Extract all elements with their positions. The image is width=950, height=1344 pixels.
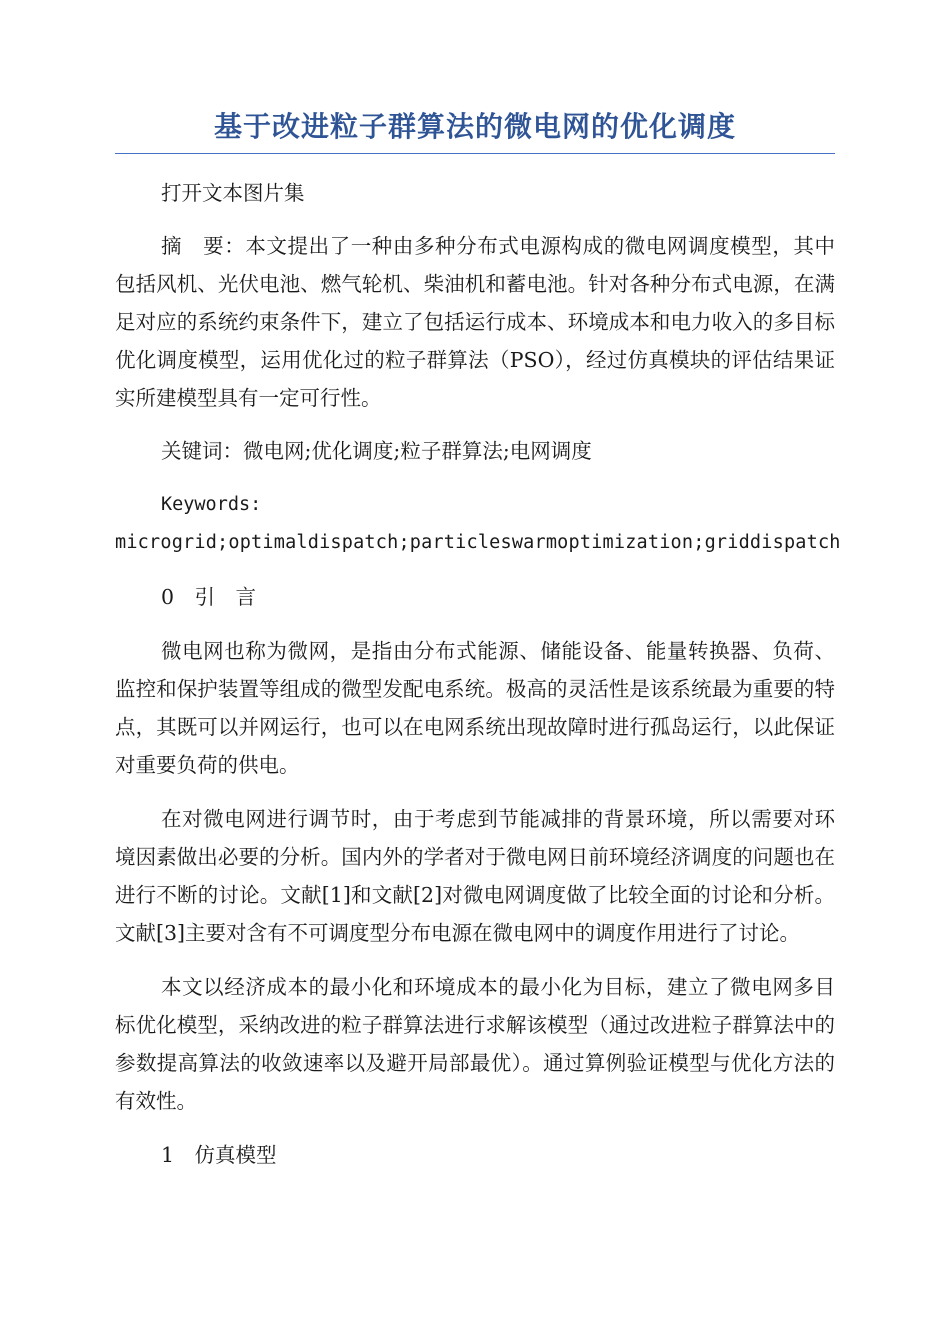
- open-image-set-link[interactable]: 打开文本图片集: [161, 181, 305, 205]
- document-page: [115, 105, 841, 1174]
- keywords-en-label: Keywords:: [161, 494, 262, 515]
- document-title: 基于改进粒子群算法的微电网的优化调度: [115, 105, 835, 154]
- keywords-cn: 关键词：微电网;优化调度;粒子群算法;电网调度: [161, 439, 592, 463]
- intro-paragraph-3: 本文以经济成本的最小化和环境成本的最小化为目标，建立了微电网多目标优化模型，采纳改进的粒子群算法进行求解该模型（通过改进粒子群算法中的参数提高算法的收敛速率以及避开局部最优）。通过算例验证模型与优化方法的有效性。: [115, 975, 835, 1113]
- abstract-paragraph: 摘 要：本文提出了一种由多种分布式电源构成的微电网调度模型，其中包括风机、光伏电池、燃气轮机、柴油机和蓄电池。针对各种分布式电源，在满足对应的系统约束条件下，建立了包括运行成本、环境成本和电力收入的多目标优化调度模型，运用优化过的粒子群算法（PSO），经过仿真模块的评估结果证实所建模型具有一定可行性。: [115, 234, 835, 410]
- keywords-en: microgrid;optimaldispatch;particleswarmoptimization;griddispatch: [115, 532, 841, 553]
- intro-paragraph-2: 在对微电网进行调节时，由于考虑到节能减排的背景环境，所以需要对环境因素做出必要的分析。国内外的学者对于微电网日前环境经济调度的问题也在进行不断的讨论。文献[1]和文献[2]对微电网调度做了比较全面的讨论和分析。文献[3]主要对含有不可调度型分布电源在微电网中的调度作用进行了讨论。: [115, 807, 835, 945]
- intro-heading: 0 引 言: [161, 585, 257, 609]
- section-1-heading: 1 仿真模型: [161, 1143, 277, 1167]
- intro-paragraph-1: 微电网也称为微网，是指由分布式能源、储能设备、能量转换器、负荷、监控和保护装置等组成的微型发配电系统。极高的灵活性是该系统最为重要的特点，其既可以并网运行，也可以在电网系统出现故障时进行孤岛运行，以此保证对重要负荷的供电。: [115, 639, 835, 777]
- keywords-en-block: [115, 486, 841, 562]
